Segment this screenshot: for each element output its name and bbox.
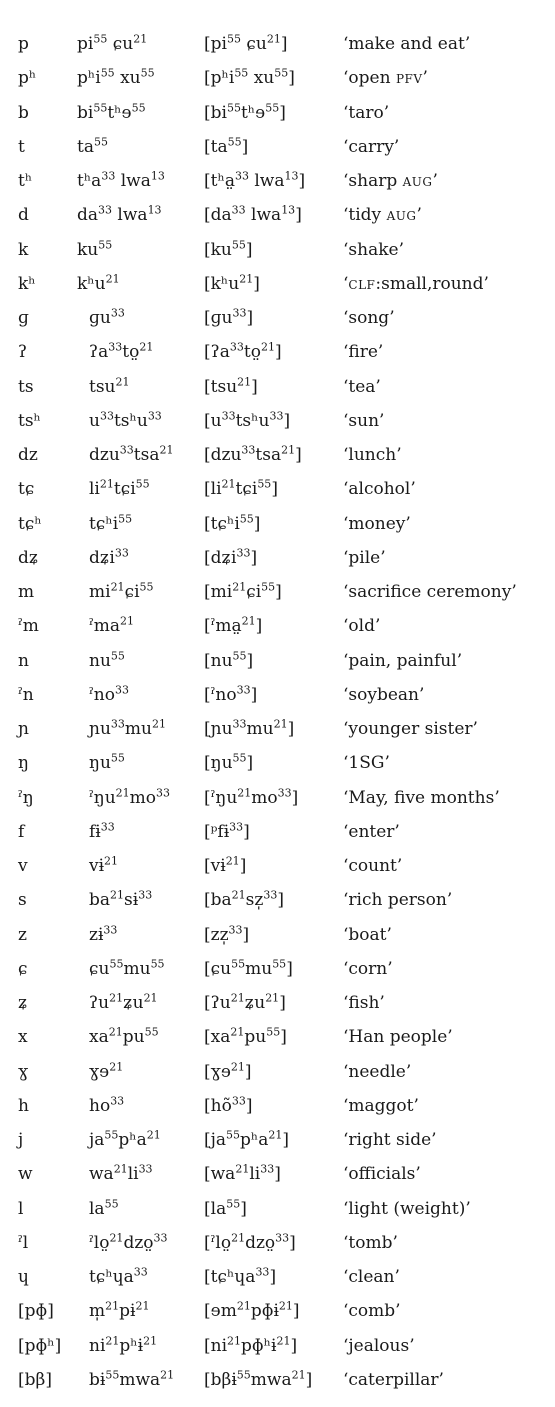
gloss-text: ‘right side’ bbox=[343, 1130, 437, 1150]
table-row bbox=[0, 1260, 555, 1294]
table-row bbox=[0, 815, 555, 849]
gloss-text: ‘needle’ bbox=[343, 1061, 412, 1082]
example-word: $li^{21}tɕi^{55}$ bbox=[89, 477, 150, 500]
phoneme-symbol: dz bbox=[18, 445, 38, 465]
table-row bbox=[0, 952, 555, 986]
phonetic-transcription: $[ja^{55}pʰa^{21}]$ bbox=[204, 1128, 290, 1150]
table-row bbox=[0, 644, 555, 678]
phonetic-transcription: [ˀlo̤$^{21}$dzo̤$^{33}$] bbox=[204, 1231, 296, 1253]
table-row bbox=[0, 575, 555, 609]
phonetic-transcription: $[mi^{21}ɕi^{55}]$ bbox=[204, 580, 282, 602]
example-word: $ɲu^{33}mu^{21}$ bbox=[89, 717, 166, 739]
gloss-text: ‘Han people’ bbox=[343, 1027, 453, 1048]
phonetic-transcription: [ˀno$^{33}$] bbox=[204, 683, 258, 705]
phonetic-transcription: $[ɲu^{33}mu^{21}]$ bbox=[204, 717, 295, 739]
example-word: tɕʰi$^{55}$ bbox=[89, 512, 133, 534]
phoneme-symbol: l bbox=[18, 1198, 24, 1219]
example-word: ˀma$^{21}$ bbox=[89, 614, 135, 637]
gloss-text: ‘clean’ bbox=[343, 1267, 400, 1287]
phonetic-transcription: [ˀma̤$^{21}$] bbox=[204, 614, 263, 637]
phonetic-transcription: $[ba^{21}sz̩^{33}]$ bbox=[204, 888, 284, 911]
example-word: $u^{33}tsʰu^{33}$ bbox=[89, 409, 162, 431]
example-word: $wa^{21}li^{33}$ bbox=[89, 1162, 153, 1185]
phonetic-transcription: $[hõ^{33}]$ bbox=[204, 1094, 253, 1116]
example-word: $ku^{55}$ bbox=[77, 238, 113, 260]
phonetic-transcription: [dʑi$^{33}$] bbox=[204, 546, 258, 568]
gloss-text: ‘money’ bbox=[343, 513, 411, 534]
table-row bbox=[0, 746, 555, 780]
phonetic-transcription: [ɣɘ$^{21}$] bbox=[204, 1060, 252, 1082]
gloss-text: ‘younger sister’ bbox=[343, 719, 478, 739]
phonetic-transcription: $[ɕu^{55}mu^{55}]$ bbox=[204, 957, 293, 979]
example-word: tʰa$^{33}$ lwa$^{13}$ bbox=[77, 169, 165, 191]
phoneme-symbol: z bbox=[18, 924, 27, 945]
phonetic-transcription: $[u^{33}tsʰu^{33}]$ bbox=[204, 409, 291, 431]
phoneme-symbol: kʰ bbox=[18, 273, 36, 294]
table-row bbox=[0, 370, 555, 404]
phoneme-symbol: w bbox=[18, 1164, 33, 1185]
example-word: $nu^{55}$ bbox=[89, 649, 125, 671]
gloss-text: ‘lunch’ bbox=[343, 445, 402, 465]
example-word: fɨ$^{33}$ bbox=[89, 820, 115, 842]
phonetic-transcription: [kʰu$^{21}$] bbox=[204, 272, 260, 294]
phoneme-symbol: ʔ bbox=[18, 342, 28, 363]
phoneme-symbol: m bbox=[18, 582, 35, 602]
gloss-text: ‘pain, painful’ bbox=[343, 650, 463, 671]
phonetic-transcription: $[ˀŋu^{21}mo^{33}]$ bbox=[204, 786, 299, 808]
example-word: $da^{33}$ lwa$^{13}$ bbox=[77, 203, 162, 226]
table-row bbox=[0, 1055, 555, 1089]
example-word: $ta^{55}$ bbox=[77, 135, 108, 157]
example-word: kʰu$^{21}$ bbox=[77, 272, 120, 294]
gloss-text: ‘fire’ bbox=[343, 342, 384, 363]
gloss-text: ‘soybean’ bbox=[343, 684, 425, 705]
phoneme-symbol: pʰ bbox=[18, 68, 37, 89]
gloss-text: ‘tidy AUG’ bbox=[343, 205, 422, 226]
phonetic-transcription: [ᵖfɨ$^{33}$] bbox=[204, 820, 250, 842]
gloss-text: ‘open PFV’ bbox=[343, 68, 428, 89]
gloss-text: ‘May, five months’ bbox=[343, 787, 500, 808]
phonetic-transcription: [vɨ$^{21}$] bbox=[204, 854, 247, 876]
gloss-text: ‘corn’ bbox=[343, 958, 393, 979]
example-word: dzu$^{33}$tsa$^{21}$ bbox=[89, 443, 174, 465]
phoneme-symbol: tʰ bbox=[18, 171, 33, 191]
example-word: $ɕu^{55}mu^{55}$ bbox=[89, 957, 165, 979]
phoneme-symbol: ɕ bbox=[18, 958, 28, 979]
example-word: ʔu$^{21}$ʑu$^{21}$ bbox=[89, 991, 158, 1013]
phoneme-symbol: ˀn bbox=[18, 684, 34, 705]
table-row bbox=[0, 1089, 555, 1123]
phoneme-symbol: b bbox=[18, 102, 29, 123]
phoneme-symbol: tsʰ bbox=[18, 410, 41, 431]
example-word: zɨ$^{33}$ bbox=[89, 923, 118, 945]
table-row bbox=[0, 130, 555, 164]
phonetic-transcription: [$pi^{55}$ ɕu$^{21}$] bbox=[204, 32, 288, 54]
table-row bbox=[0, 1123, 555, 1157]
phonetic-transcription: [$da^{33}$ lwa$^{13}$] bbox=[204, 203, 302, 226]
phoneme-symbol: j bbox=[18, 1130, 24, 1150]
table-row bbox=[0, 712, 555, 746]
phoneme-symbol: tɕʰ bbox=[18, 513, 42, 534]
example-word: $mi^{21}ɕi^{55}$ bbox=[89, 580, 154, 602]
phoneme-symbol: ˀl bbox=[18, 1232, 29, 1253]
gloss-text: ‘fish’ bbox=[343, 993, 385, 1013]
table-row bbox=[0, 507, 555, 541]
example-word: ˀno$^{33}$ bbox=[89, 683, 129, 705]
phoneme-symbol: ɡ bbox=[18, 308, 29, 328]
table-row bbox=[0, 1363, 555, 1397]
example-word: $ˀŋu^{21}mo^{33}$ bbox=[89, 786, 171, 808]
table-row bbox=[0, 301, 555, 335]
table-row bbox=[0, 472, 555, 506]
gloss-text: ‘officials’ bbox=[343, 1164, 421, 1185]
gloss-text: ‘count’ bbox=[343, 856, 403, 876]
phonetic-transcription: [tɕʰɥa$^{33}$] bbox=[204, 1265, 277, 1287]
example-word: $xa^{21}pu^{55}$ bbox=[89, 1025, 159, 1048]
table-row bbox=[0, 96, 555, 130]
phoneme-symbol: tɕ bbox=[18, 479, 35, 500]
phoneme-symbol: p bbox=[18, 34, 29, 54]
phoneme-symbol: ɥ bbox=[18, 1267, 29, 1287]
phoneme-symbol: d bbox=[18, 205, 29, 226]
phonetic-transcription: [zz̩$^{33}$] bbox=[204, 923, 250, 945]
example-word: vɨ$^{21}$ bbox=[89, 854, 119, 876]
phonetic-transcription: [dzu$^{33}$tsa$^{21}$] bbox=[204, 443, 302, 465]
gloss-text: ‘carry’ bbox=[343, 136, 400, 157]
gloss-text: ‘CLF:small,round’ bbox=[343, 273, 489, 294]
phonetic-transcription: $[ku^{55}]$ bbox=[204, 238, 253, 260]
phoneme-symbol: [pɸʰ] bbox=[18, 1335, 62, 1356]
gloss-text: ‘comb’ bbox=[343, 1301, 401, 1322]
gloss-text: ‘song’ bbox=[343, 308, 395, 328]
phoneme-symbol: t bbox=[18, 136, 25, 157]
phonetic-transcription: [ʔa$^{33}$to̤$^{21}$] bbox=[204, 340, 282, 363]
gloss-text: ‘pile’ bbox=[343, 547, 386, 568]
gloss-text: ‘sun’ bbox=[343, 410, 385, 431]
phonetic-transcription: [tsu$^{21}$] bbox=[204, 375, 258, 397]
example-word: $ba^{21}sɨ^{33}$ bbox=[89, 888, 153, 911]
table-row bbox=[0, 1329, 555, 1363]
phonetic-transcription: $[wa^{21}li^{33}]$ bbox=[204, 1162, 281, 1185]
table-row bbox=[0, 918, 555, 952]
phoneme-symbol: ts bbox=[18, 376, 34, 397]
phoneme-symbol: k bbox=[18, 239, 29, 260]
gloss-text: ‘alcohol’ bbox=[343, 479, 416, 500]
table-row bbox=[0, 541, 555, 575]
phoneme-symbol: ʑ bbox=[18, 993, 28, 1013]
gloss-text: ‘light (weight)’ bbox=[343, 1198, 471, 1219]
gloss-text: ‘jealous’ bbox=[343, 1335, 415, 1356]
phonetic-transcription: [pʰi$^{55}$ $xu^{55}$] bbox=[204, 66, 295, 89]
phoneme-symbol: ɣ bbox=[18, 1061, 29, 1082]
phoneme-symbol: s bbox=[18, 890, 27, 911]
table-row bbox=[0, 781, 555, 815]
table-row bbox=[0, 609, 555, 643]
phonetic-transcription: [ɘm$^{21}$pɸɨ$^{21}$] bbox=[204, 1299, 300, 1322]
table-row bbox=[0, 678, 555, 712]
phonetic-transcription: $[la^{55}]$ bbox=[204, 1197, 247, 1219]
example-word: $bi^{55}tʰɘ^{55}$ bbox=[77, 101, 146, 123]
example-word: pʰi$^{55}$ $xu^{55}$ bbox=[77, 66, 155, 89]
example-word: $pi^{55}$ ɕu$^{21}$ bbox=[77, 32, 148, 54]
gloss-text: ‘maggot’ bbox=[343, 1095, 419, 1116]
example-word: $ŋu^{55}$ bbox=[89, 751, 125, 774]
gloss-text: ‘old’ bbox=[343, 616, 381, 637]
phoneme-symbol: f bbox=[18, 821, 25, 842]
phonetic-transcription: $[ta^{55}]$ bbox=[204, 135, 249, 157]
phoneme-symbol: v bbox=[18, 856, 28, 876]
example-word: tsu$^{21}$ bbox=[89, 375, 130, 397]
gloss-text: ‘sharp AUG’ bbox=[343, 171, 438, 191]
example-word: ɣɘ$^{21}$ bbox=[89, 1060, 124, 1082]
table-row bbox=[0, 1226, 555, 1260]
phonetic-transcription: [tʰa̤$^{33}$ lwa$^{13}$] bbox=[204, 169, 306, 191]
table-row bbox=[0, 1157, 555, 1191]
phonetic-transcription: [bβɨ$^{55}$mwa$^{21}$] bbox=[204, 1368, 313, 1390]
table-row bbox=[0, 27, 555, 61]
gloss-text: ‘enter’ bbox=[343, 821, 400, 842]
gloss-text: ‘shake’ bbox=[343, 239, 404, 260]
phoneme-symbol: [bβ] bbox=[18, 1369, 52, 1390]
consonant-table bbox=[0, 27, 555, 1397]
phoneme-symbol: ŋ bbox=[18, 753, 29, 774]
example-word: $ja^{55}pʰa^{21}$ bbox=[89, 1128, 161, 1150]
example-word: bɨ$^{55}$mwa$^{21}$ bbox=[89, 1368, 175, 1390]
phonetic-transcription: [ʔu$^{21}$ʑu$^{21}$] bbox=[204, 991, 286, 1013]
table-row bbox=[0, 164, 555, 198]
table-row bbox=[0, 1020, 555, 1054]
phoneme-symbol: n bbox=[18, 650, 29, 671]
table-row bbox=[0, 404, 555, 438]
example-word: $ni^{21}pʰɨ^{21}$ bbox=[89, 1334, 158, 1356]
phonetic-transcription: $[nu^{55}]$ bbox=[204, 649, 254, 671]
gloss-text: ‘taro’ bbox=[343, 102, 390, 123]
example-word: ˀlo̤$^{21}$dzo̤$^{33}$ bbox=[89, 1231, 168, 1253]
table-row bbox=[0, 198, 555, 232]
phonetic-transcription: $[bi^{55}tʰɘ^{55}]$ bbox=[204, 101, 286, 123]
table-row bbox=[0, 986, 555, 1020]
example-word: $la^{55}$ bbox=[89, 1197, 119, 1219]
example-word: dʑi$^{33}$ bbox=[89, 546, 129, 568]
phoneme-symbol: ˀŋ bbox=[18, 787, 34, 808]
table-row bbox=[0, 61, 555, 95]
example-word: ɡu$^{33}$ bbox=[89, 306, 125, 328]
phoneme-symbol: [pɸ] bbox=[18, 1301, 54, 1322]
phonetic-transcription: $[xa^{21}pu^{55}]$ bbox=[204, 1025, 287, 1048]
table-row bbox=[0, 335, 555, 369]
gloss-text: ‘tomb’ bbox=[343, 1232, 398, 1253]
phoneme-symbol: h bbox=[18, 1095, 29, 1116]
table-row bbox=[0, 233, 555, 267]
phoneme-symbol: dʑ bbox=[18, 547, 39, 568]
table-row bbox=[0, 267, 555, 301]
gloss-text: ‘tea’ bbox=[343, 376, 381, 397]
phonetic-transcription: [tɕʰi$^{55}$] bbox=[204, 512, 261, 534]
table-row bbox=[0, 849, 555, 883]
phonetic-transcription: $[ŋu^{55}]$ bbox=[204, 751, 254, 774]
gloss-text: ‘boat’ bbox=[343, 924, 392, 945]
example-word: $ho^{33}$ bbox=[89, 1094, 125, 1116]
gloss-text: ‘rich person’ bbox=[343, 890, 453, 911]
table-row bbox=[0, 1294, 555, 1328]
phonetic-transcription: $[ni^{21}pɸʰɨ^{21}]$ bbox=[204, 1334, 298, 1356]
gloss-text: ‘sacrifice ceremony’ bbox=[343, 582, 517, 602]
table-row bbox=[0, 438, 555, 472]
table-row bbox=[0, 1192, 555, 1226]
example-word: ʔa$^{33}$to̤$^{21}$ bbox=[89, 340, 154, 363]
gloss-text: ‘1SG’ bbox=[343, 753, 390, 774]
gloss-text: ‘make and eat’ bbox=[343, 34, 471, 54]
phoneme-symbol: x bbox=[18, 1027, 28, 1048]
phonetic-transcription: [ɡu$^{33}$] bbox=[204, 306, 254, 328]
gloss-text: ‘caterpillar’ bbox=[343, 1369, 444, 1390]
phonetic-transcription: $[li^{21}tɕi^{55}]$ bbox=[204, 477, 278, 500]
example-word: m̩$^{21}$pɨ$^{21}$ bbox=[89, 1299, 150, 1322]
phoneme-symbol: ˀm bbox=[18, 616, 39, 637]
example-word: tɕʰɥa$^{33}$ bbox=[89, 1265, 148, 1287]
phoneme-symbol: ɲ bbox=[18, 719, 29, 739]
table-row bbox=[0, 883, 555, 917]
